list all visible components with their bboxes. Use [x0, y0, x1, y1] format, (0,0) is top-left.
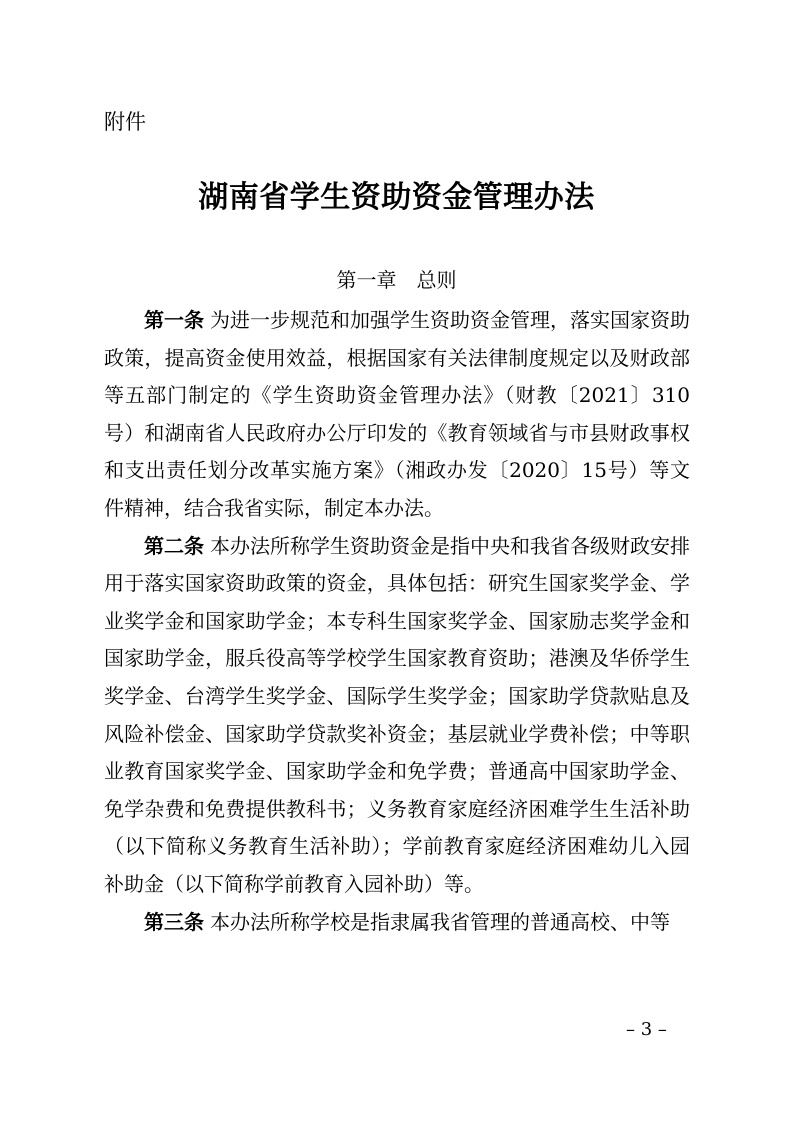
article-label: 第三条 [144, 909, 204, 934]
page-number: – 3 – [626, 1019, 667, 1040]
article-label: 第一条 [144, 308, 204, 332]
article-text: 本办法所称学校是指隶属我省管理的普通高校、中等 [210, 909, 670, 934]
attachment-label: 附件 [104, 110, 146, 134]
article-text: 本办法所称学生资助资金是指中央和我省各级财政安排用于落实国家资助政策的资金，具体包括：研究生国家奖学金、学业奖学金和国家助学金；本专科生国家奖学金、国家励志奖学金和国家助学金，服兵役高等学校学生国家教育资助；港澳及华侨学生奖学金、台湾学生奖学金、国际学生奖学金；国家助学贷款贴息及风险补偿金、国家助学贷款奖补资金；基层就业学费补偿；中等职业教育国家奖学金、国家助学金和免学费；普通高中国家助学金、免学杂费和免费提供教科书；义务教育家庭经济困难学生生活补助（以下简称义务教育生活补助）；学前教育家庭经济困难幼儿入园补助金（以下简称学前教育入园补助）等。 [104, 533, 690, 896]
article-3 [104, 904, 690, 942]
article-text: 为进一步规范和加强学生资助资金管理，落实国家资助政策，提高资金使用效益，根据国家有关法律制度规定以及财政部等五部门制定的《学生资助资金管理办法》（财教〔2021〕310号）和湖南省人民政府办公厅印发的《教育领域省与市县财政事权和支出责任划分改革实施方案》（湘政办发〔2020〕15号）等文件精神，结合我省实际，制定本办法。 [104, 308, 690, 520]
chapter-heading: 第一章 总则 [336, 268, 457, 292]
document-title: 湖南省学生资助资金管理办法 [198, 180, 595, 215]
document-body [104, 302, 690, 941]
article-label: 第二条 [144, 533, 204, 558]
article-2 [104, 528, 690, 904]
article-1 [104, 302, 690, 528]
